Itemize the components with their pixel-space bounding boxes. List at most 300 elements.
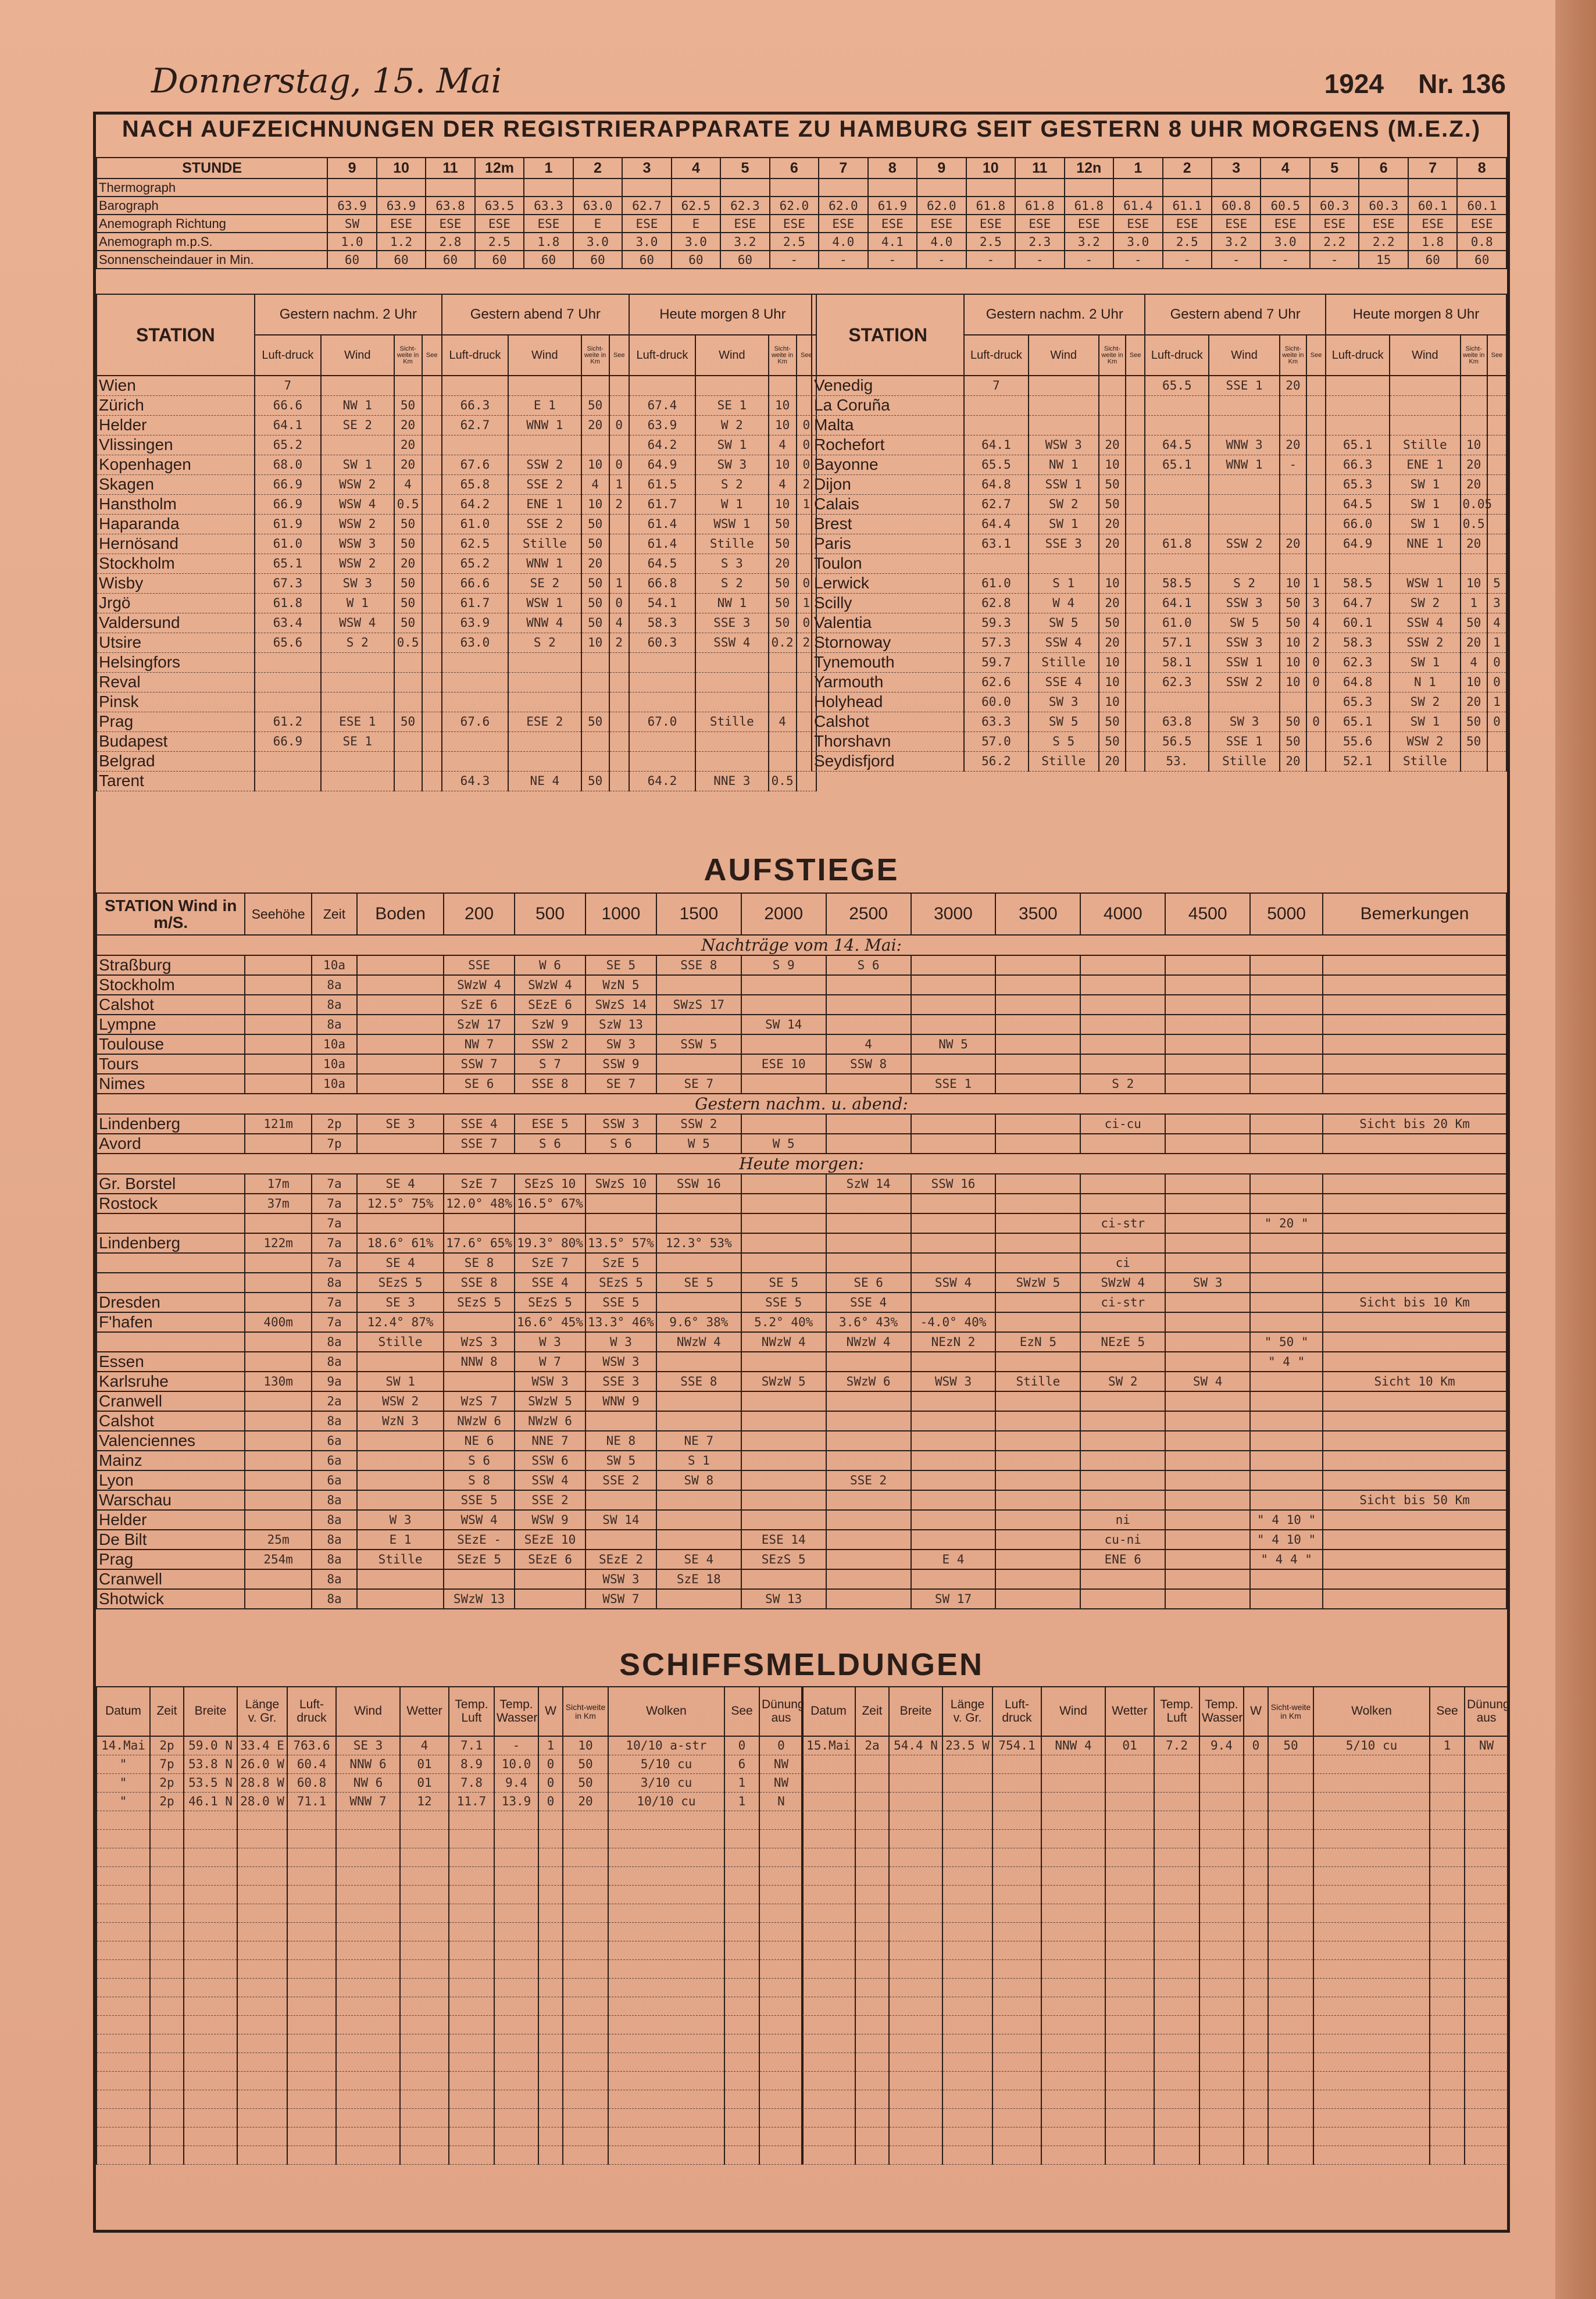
station-value xyxy=(1461,415,1487,435)
station-value: 20 xyxy=(581,415,609,435)
registrier-value: 62.0 xyxy=(770,197,819,215)
aufstiege-value: 122m xyxy=(245,1233,312,1253)
ship-value xyxy=(759,1829,803,1848)
aufstiege-value xyxy=(585,1411,656,1431)
ship-value xyxy=(563,1959,608,1978)
registrier-value: 60.3 xyxy=(1359,197,1408,215)
ship-value xyxy=(400,1959,449,1978)
ship-value xyxy=(237,2034,287,2052)
station-value: SW 1 xyxy=(1029,514,1099,534)
ship-value xyxy=(538,1941,563,1959)
ship-value xyxy=(942,1959,992,1978)
station-table-right xyxy=(811,294,1507,772)
registrier-value: 61.1 xyxy=(1163,197,1212,215)
station-row xyxy=(97,534,816,554)
ship-value xyxy=(336,2146,400,2164)
aufstiege-value xyxy=(245,1569,312,1589)
station-value xyxy=(255,771,321,791)
ship-column-header: Wind xyxy=(1041,1687,1105,1736)
station-value: 54.1 xyxy=(629,593,695,613)
aufstiege-value xyxy=(1080,1391,1165,1411)
station-value: 66.3 xyxy=(1326,455,1390,474)
ship-row xyxy=(97,2127,803,2146)
ship-value xyxy=(992,2071,1041,2090)
ship-value xyxy=(336,2071,400,2090)
hour-cell: 7 xyxy=(1408,158,1457,179)
ship-value xyxy=(992,2052,1041,2071)
ship-value xyxy=(992,1997,1041,2015)
ship-value xyxy=(184,1904,237,1922)
aufstiege-station: Nimes xyxy=(97,1074,245,1094)
ship-row xyxy=(97,1792,803,1811)
registrier-row xyxy=(97,197,1506,215)
station-value: Stille xyxy=(1029,751,1099,771)
aufstiege-value: SEzE 5 xyxy=(444,1550,515,1569)
station-value xyxy=(1306,435,1326,455)
aufstiege-value xyxy=(515,1569,585,1589)
station-value xyxy=(422,494,442,514)
registrier-value xyxy=(1457,179,1506,197)
ship-value: " xyxy=(97,1773,150,1792)
ship-value xyxy=(494,1885,538,1904)
aufstiege-value: SzE 18 xyxy=(656,1569,741,1589)
aufstiege-value: " 4 " xyxy=(1250,1352,1323,1372)
aufstiege-value xyxy=(911,1233,996,1253)
aufstiege-value: SSW 8 xyxy=(826,1054,911,1074)
aufstiege-value xyxy=(826,1431,911,1451)
aufstiege-value xyxy=(245,975,312,995)
station-value: 0 xyxy=(1487,712,1506,731)
aufstiege-value: SW 3 xyxy=(585,1034,656,1054)
ship-value xyxy=(97,2090,150,2108)
station-value xyxy=(695,672,769,692)
ship-value xyxy=(802,1978,855,1997)
station-value xyxy=(609,376,629,395)
registrier-value: ESE xyxy=(1015,215,1064,233)
station-value xyxy=(609,731,629,751)
ship-value xyxy=(1268,2090,1313,2108)
aufstiege-value xyxy=(1165,1391,1250,1411)
aufstiege-value: 8a xyxy=(312,975,357,995)
aufstiege-value xyxy=(911,1451,996,1470)
ship-value xyxy=(97,1922,150,1941)
station-row xyxy=(812,554,1506,573)
aufstiege-value: 17m xyxy=(245,1174,312,1194)
aufstiege-value: SSE xyxy=(444,955,515,975)
ship-value xyxy=(336,1829,400,1848)
registrier-value: 61.8 xyxy=(966,197,1015,215)
ship-value xyxy=(1154,2071,1199,2090)
station-value: 20 xyxy=(1099,514,1126,534)
aufstiege-value: SSW 2 xyxy=(515,1034,585,1054)
aufstiege-value xyxy=(1165,1253,1250,1273)
ship-value xyxy=(336,1848,400,1866)
aufstiege-value xyxy=(1080,1589,1165,1609)
ship-value xyxy=(608,1978,724,1997)
ship-value xyxy=(1430,1885,1465,1904)
aufstiege-value xyxy=(1080,995,1165,1015)
station-value xyxy=(255,672,321,692)
station-row xyxy=(812,712,1506,731)
ship-value xyxy=(237,2127,287,2146)
station-value xyxy=(964,395,1028,415)
aufstiege-station xyxy=(97,1253,245,1273)
ship-value xyxy=(150,1885,184,1904)
ship-value xyxy=(184,1997,237,2015)
registrier-value: ESE xyxy=(1163,215,1212,233)
ship-value xyxy=(1313,1792,1430,1811)
registrier-value: 62.7 xyxy=(622,197,671,215)
aufstiege-row xyxy=(97,1372,1506,1391)
ship-row xyxy=(97,2108,803,2127)
aufstiege-value xyxy=(1250,995,1323,1015)
header-year: 1924 xyxy=(1324,69,1384,99)
aufstiege-value xyxy=(1165,1213,1250,1233)
aufstiege-station: Warschau xyxy=(97,1490,245,1510)
station-value: 20 xyxy=(394,554,422,573)
aufstiege-value: 8a xyxy=(312,1273,357,1293)
station-label: STATION xyxy=(812,294,964,376)
station-row xyxy=(97,455,816,474)
registrier-value xyxy=(475,179,524,197)
station-value: 0.05 xyxy=(1461,494,1487,514)
ship-value xyxy=(889,1941,942,1959)
aufstiege-value xyxy=(245,1074,312,1094)
station-value: NW 1 xyxy=(695,593,769,613)
aufstiege-value: SSE 8 xyxy=(515,1074,585,1094)
ship-value xyxy=(608,1811,724,1829)
ship-value xyxy=(336,1959,400,1978)
ship-value xyxy=(1244,1922,1268,1941)
station-name: Toulon xyxy=(812,554,964,573)
ship-value xyxy=(237,2108,287,2127)
ship-value xyxy=(942,2071,992,2090)
ship-column-header: Dünung aus xyxy=(1465,1687,1508,1736)
aufstiege-value: SW 2 xyxy=(1080,1372,1165,1391)
aufstiege-value xyxy=(357,1034,444,1054)
registrier-value: ESE xyxy=(1113,215,1162,233)
aufstiege-value: W 5 xyxy=(741,1134,826,1154)
aufstiege-station: F'hafen xyxy=(97,1312,245,1332)
station-value: 2 xyxy=(797,633,816,652)
aufstiege-value xyxy=(995,1411,1080,1431)
station-value xyxy=(422,652,442,672)
ship-value xyxy=(942,2127,992,2146)
ship-table-left xyxy=(96,1686,804,2165)
registrier-value: ESE xyxy=(1310,215,1359,233)
registrier-value: ESE xyxy=(622,215,671,233)
aufstiege-value: SzE 7 xyxy=(444,1174,515,1194)
station-value: 50 xyxy=(769,613,797,633)
station-value: ENE 1 xyxy=(508,494,581,514)
sub-header: Wind xyxy=(508,335,581,376)
registrier-row xyxy=(97,233,1506,251)
station-value: SSW 2 xyxy=(1209,534,1279,554)
station-value: 1 xyxy=(1487,633,1506,652)
station-name: Prag xyxy=(97,712,255,731)
station-value: 20 xyxy=(394,455,422,474)
aufstiege-value: NW 7 xyxy=(444,1034,515,1054)
ship-row xyxy=(97,1959,803,1978)
ship-column-header: Datum xyxy=(97,1687,150,1736)
ship-value xyxy=(494,1959,538,1978)
ship-value xyxy=(449,2146,494,2164)
station-value: WNW 1 xyxy=(1209,455,1279,474)
aufstiege-value: WSW 4 xyxy=(444,1510,515,1530)
station-value xyxy=(581,435,609,455)
aufstiege-column-header: 3000 xyxy=(911,893,996,935)
aufstiege-value xyxy=(357,975,444,995)
station-value xyxy=(1461,554,1487,573)
station-value: 4 xyxy=(581,474,609,494)
ship-value xyxy=(992,1811,1041,1829)
aufstiege-value: 13.3° 46% xyxy=(585,1312,656,1332)
aufstiege-value xyxy=(995,1490,1080,1510)
ship-value xyxy=(538,1922,563,1941)
aufstiege-value xyxy=(1250,1134,1323,1154)
aufstiege-value: 8a xyxy=(312,1332,357,1352)
registrier-value: 60.3 xyxy=(1310,197,1359,215)
aufstiege-value: W 7 xyxy=(515,1352,585,1372)
station-value xyxy=(422,771,442,791)
sub-header: Sicht-weite in Km xyxy=(1280,335,1306,376)
ship-row xyxy=(802,1885,1508,1904)
station-value xyxy=(1126,395,1145,415)
ship-value xyxy=(1313,2090,1430,2108)
ship-row xyxy=(97,1922,803,1941)
aufstiege-value xyxy=(826,1253,911,1273)
ship-value xyxy=(802,2127,855,2146)
aufstiege-station: Helder xyxy=(97,1510,245,1530)
aufstiege-value: 25m xyxy=(245,1530,312,1550)
station-value: 50 xyxy=(1099,712,1126,731)
station-value: 66.3 xyxy=(442,395,508,415)
ship-value xyxy=(889,1904,942,1922)
ship-value xyxy=(724,2090,759,2108)
aufstiege-value: 3.6° 43% xyxy=(826,1312,911,1332)
aufstiege-value xyxy=(656,1213,741,1233)
station-value: 0 xyxy=(1487,672,1506,692)
ship-value xyxy=(1154,1755,1199,1773)
aufstiege-value xyxy=(911,955,996,975)
station-value: NW 1 xyxy=(321,395,394,415)
station-value: 64.5 xyxy=(1145,435,1209,455)
station-value: Stille xyxy=(508,534,581,554)
ship-value xyxy=(1465,2108,1508,2127)
aufstiege-value: SE 3 xyxy=(357,1114,444,1134)
ship-row xyxy=(802,1736,1508,1755)
station-name: Holyhead xyxy=(812,692,964,712)
station-value xyxy=(422,692,442,712)
aufstiege-value xyxy=(741,1510,826,1530)
aufstiege-value: SW 13 xyxy=(741,1589,826,1609)
hour-cell: 5 xyxy=(720,158,769,179)
registrier-value xyxy=(1113,179,1162,197)
ship-value xyxy=(336,1941,400,1959)
aufstiege-value: NNE 7 xyxy=(515,1431,585,1451)
ship-value xyxy=(237,2090,287,2108)
aufstiege-value: NEzE 5 xyxy=(1080,1332,1165,1352)
aufstiege-row xyxy=(97,1332,1506,1352)
ship-column-header: Dünung aus xyxy=(759,1687,803,1736)
aufstiege-column-header: Boden xyxy=(357,893,444,935)
station-value: 2 xyxy=(797,474,816,494)
ship-value xyxy=(1268,1755,1313,1773)
station-value: 65.1 xyxy=(1326,712,1390,731)
ship-value xyxy=(538,2071,563,2090)
ship-value: 0 xyxy=(538,1792,563,1811)
aufstiege-value xyxy=(995,1194,1080,1213)
ship-value xyxy=(942,1773,992,1792)
station-value: Stille xyxy=(695,534,769,554)
aufstiege-value xyxy=(1165,1174,1250,1194)
registrier-value: - xyxy=(868,251,917,269)
ship-value xyxy=(400,2146,449,2164)
aufstiege-value: ci-cu xyxy=(1080,1114,1165,1134)
ship-value xyxy=(494,2071,538,2090)
station-row xyxy=(812,415,1506,435)
registrier-value: E xyxy=(573,215,622,233)
ship-value xyxy=(942,2015,992,2034)
schiffsmeldungen-title: SCHIFFSMELDUNGEN xyxy=(619,1647,984,1682)
ship-value xyxy=(889,1773,942,1792)
aufstiege-value xyxy=(995,1431,1080,1451)
ship-value: SE 3 xyxy=(336,1736,400,1755)
ship-value xyxy=(724,1848,759,1866)
station-row xyxy=(812,395,1506,415)
aufstiege-value xyxy=(741,1411,826,1431)
station-value: 64.2 xyxy=(442,494,508,514)
station-value: 50 xyxy=(394,514,422,534)
registrier-value: 2.5 xyxy=(966,233,1015,251)
ship-value xyxy=(400,1866,449,1885)
aufstiege-value xyxy=(1080,1470,1165,1490)
ship-value xyxy=(1268,1811,1313,1829)
ship-value xyxy=(759,1885,803,1904)
ship-value xyxy=(759,2052,803,2071)
ship-value xyxy=(97,1829,150,1848)
registrier-value: ESE xyxy=(1457,215,1506,233)
aufstiege-value: SWzW 4 xyxy=(444,975,515,995)
aufstiege-value xyxy=(245,955,312,975)
station-value: 50 xyxy=(581,712,609,731)
aufstiege-value: W 3 xyxy=(357,1510,444,1530)
station-value xyxy=(609,554,629,573)
ship-value xyxy=(1465,1866,1508,1885)
aufstiege-value xyxy=(995,975,1080,995)
ship-value xyxy=(1041,1829,1105,1848)
aufstiege-value: SWzW 5 xyxy=(741,1372,826,1391)
station-value xyxy=(1306,474,1326,494)
aufstiege-value xyxy=(444,1312,515,1332)
station-value: 50 xyxy=(1099,731,1126,751)
ship-value: 20 xyxy=(563,1792,608,1811)
station-value xyxy=(1306,415,1326,435)
station-value: 65.3 xyxy=(1326,692,1390,712)
ship-value xyxy=(1430,2108,1465,2127)
ship-value xyxy=(1199,1922,1244,1941)
aufstiege-value xyxy=(1165,975,1250,995)
station-value: 61.7 xyxy=(629,494,695,514)
station-row xyxy=(812,435,1506,455)
station-value xyxy=(422,534,442,554)
station-value: SE 1 xyxy=(695,395,769,415)
registrier-value: - xyxy=(819,251,867,269)
ship-value xyxy=(150,1904,184,1922)
station-value: 56.5 xyxy=(1145,731,1209,751)
aufstiege-value xyxy=(741,975,826,995)
aufstiege-value xyxy=(656,1411,741,1431)
station-value xyxy=(1126,554,1145,573)
ship-value xyxy=(1268,1978,1313,1997)
ship-value xyxy=(1268,2052,1313,2071)
ship-value xyxy=(97,2108,150,2127)
ship-value xyxy=(802,2034,855,2052)
ship-value xyxy=(184,1811,237,1829)
ship-value xyxy=(1041,1904,1105,1922)
registrier-value: ESE xyxy=(966,215,1015,233)
station-value xyxy=(394,672,422,692)
aufstiege-row xyxy=(97,1550,1506,1569)
station-value: 66.9 xyxy=(255,731,321,751)
aufstiege-value xyxy=(911,1194,996,1213)
station-value: 60.3 xyxy=(629,633,695,652)
aufstiege-row xyxy=(97,1391,1506,1411)
ship-row xyxy=(802,1755,1508,1773)
ship-value xyxy=(287,1922,336,1941)
ship-value xyxy=(287,1829,336,1848)
ship-value xyxy=(1105,1811,1154,1829)
ship-value xyxy=(1313,2108,1430,2127)
ship-value xyxy=(449,1978,494,1997)
aufstiege-value xyxy=(1080,1174,1165,1194)
station-value: 50 xyxy=(1280,613,1306,633)
station-value xyxy=(581,376,609,395)
station-value: 1 xyxy=(1461,593,1487,613)
aufstiege-value: ESE 5 xyxy=(515,1114,585,1134)
ship-value xyxy=(802,1885,855,1904)
aufstiege-value: WSW 3 xyxy=(585,1569,656,1589)
station-value xyxy=(581,652,609,672)
station-value xyxy=(1145,692,1209,712)
ship-value xyxy=(1430,2071,1465,2090)
ship-value xyxy=(724,2015,759,2034)
ship-value xyxy=(1105,2127,1154,2146)
ship-value xyxy=(1199,2034,1244,2052)
header-date: Donnerstag, 15. Mai xyxy=(151,61,502,101)
ship-value xyxy=(1313,1885,1430,1904)
ship-value xyxy=(889,1848,942,1866)
ship-value xyxy=(1041,1997,1105,2015)
aufstiege-value xyxy=(245,1451,312,1470)
aufstiege-value xyxy=(1165,1054,1250,1074)
station-name: Belgrad xyxy=(97,751,255,771)
ship-value xyxy=(184,1978,237,1997)
aufstiege-value: ni xyxy=(1080,1510,1165,1530)
station-value xyxy=(394,771,422,791)
station-value: 59.3 xyxy=(964,613,1028,633)
station-value xyxy=(508,692,581,712)
ship-value xyxy=(889,1866,942,1885)
station-value: 64.7 xyxy=(1326,593,1390,613)
aufstiege-value xyxy=(995,1074,1080,1094)
aufstiege-station: Calshot xyxy=(97,995,245,1015)
ship-value xyxy=(287,2015,336,2034)
aufstiege-value xyxy=(1323,1312,1506,1332)
station-value: SSE 1 xyxy=(1209,376,1279,395)
ship-value: 26.0 W xyxy=(237,1755,287,1773)
aufstiege-value: 6a xyxy=(312,1451,357,1470)
